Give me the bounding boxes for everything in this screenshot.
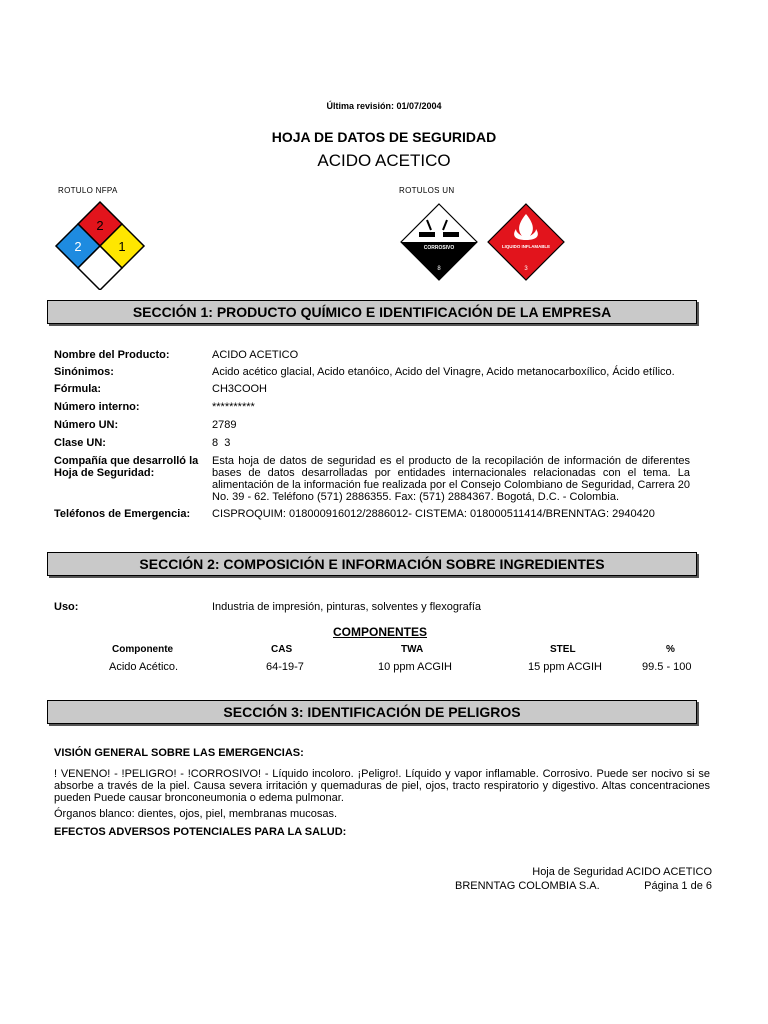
nfpa-label: ROTULO NFPA <box>58 186 118 195</box>
internal-number-label: Número interno: <box>54 401 140 413</box>
column-header-twa: TWA <box>401 644 424 655</box>
component-stel-cell: 15 ppm ACGIH <box>528 661 602 673</box>
components-title: COMPONENTES <box>333 625 428 639</box>
flammable-class: 3 <box>524 266 528 272</box>
formula-value: CH3COOH <box>212 383 268 395</box>
use-label: Uso: <box>54 601 79 613</box>
section-3-header: SECCIÓN 3: IDENTIFICACIÓN DE PELIGROS <box>47 700 697 724</box>
component-name-cell: Acido Acético. <box>109 661 179 673</box>
corrosive-placard-icon <box>399 202 479 282</box>
product-name-value: ACIDO ACETICO <box>212 349 299 361</box>
un-number-label: Número UN: <box>54 419 119 431</box>
nfpa-diamond-icon <box>52 198 148 290</box>
use-value: Industria de impresión, pinturas, solventes y flexografía <box>212 601 482 613</box>
section-1-header: SECCIÓN 1: PRODUCTO QUÍMICO E IDENTIFICACIÓN DE LA EMPRESA <box>47 300 697 324</box>
un-number-value: 2789 <box>212 419 237 431</box>
synonyms-value: Acido acético glacial, Acido etanóico, Acido del Vinagre, Acido metanocarboxílico, Ácido etílico. <box>212 366 675 378</box>
company-value: Esta hoja de datos de seguridad es el producto de la recopilación de información de diferentes bases de datos desarrolladas por entidades internacionales relacionadas con el tema. La alimentación de la información fue realizada por el Consejo Colombiano de Seguridad, Carrera 20 No. 39 - 62. Teléfono (571) 2886355. Fax: (571) 2884367. Bogotá, D.C. - Colombia. <box>212 455 690 503</box>
corrosive-placard-text: CORROSIVO <box>423 245 455 251</box>
footer-company: BRENNTAG COLOMBIA S.A. <box>455 880 600 892</box>
footer-document-title: Hoja de Seguridad ACIDO ACETICO <box>532 866 712 878</box>
emergency-overview-heading: VISIÓN GENERAL SOBRE LAS EMERGENCIAS: <box>54 747 304 759</box>
un-class-label: Clase UN: <box>54 437 106 449</box>
component-twa-cell: 10 ppm ACGIH <box>378 661 452 673</box>
document-type-heading: HOJA DE DATOS DE SEGURIDAD <box>271 129 497 145</box>
nfpa-flammability: 2 <box>96 218 104 233</box>
synonyms-label: Sinónimos: <box>54 366 114 378</box>
flammable-placard-text: LIQUIDO INFLAMABLE <box>501 244 551 249</box>
formula-label: Fórmula: <box>54 383 102 395</box>
column-header-percent: % <box>666 644 675 655</box>
column-header-component: Componente <box>112 644 174 655</box>
flammable-placard-icon <box>486 202 566 282</box>
component-cas-cell: 64-19-7 <box>266 661 304 673</box>
revision-date: Última revisión: 01/07/2004 <box>326 101 442 111</box>
footer-page-number: Página 1 de 6 <box>644 880 712 892</box>
product-title: ACIDO ACETICO <box>317 151 451 170</box>
column-header-cas: CAS <box>271 644 293 655</box>
target-organs-text: Órganos blanco: dientes, ojos, piel, membranas mucosas. <box>54 808 338 820</box>
adverse-effects-heading: EFECTOS ADVERSOS POTENCIALES PARA LA SALUD: <box>54 826 347 838</box>
emergency-phones-label: Teléfonos de Emergencia: <box>54 508 191 520</box>
nfpa-health: 2 <box>74 239 82 254</box>
company-label: Compañía que desarrolló la Hoja de Seguridad: <box>54 455 199 479</box>
column-header-stel: STEL <box>550 644 576 655</box>
un-label: ROTULOS UN <box>399 186 455 195</box>
internal-number-value: ********** <box>212 401 255 413</box>
product-name-label: Nombre del Producto: <box>54 349 170 361</box>
section-2-header: SECCIÓN 2: COMPOSICIÓN E INFORMACIÓN SOBRE INGREDIENTES <box>47 552 697 576</box>
component-percent-cell: 99.5 - 100 <box>642 661 692 673</box>
emergency-overview-text: ! VENENO! - !PELIGRO! - !CORROSIVO! - Líquido incoloro. ¡Peligro!. Líquido y vapor inflamable. Corrosivo. Puede ser nocivo si se absorbe a través de la piel. Causa severa irritación y quemaduras de piel, ojos, tracto respiratorio y digestivo. Altas concentraciones pueden Puede causar bronconeumonia o edema pulmonar. <box>54 768 710 804</box>
nfpa-reactivity: 1 <box>118 239 126 254</box>
corrosive-class: 8 <box>437 266 441 272</box>
un-class-value: 8 3 <box>212 437 231 449</box>
emergency-phones-value: CISPROQUIM: 018000916012/2886012- CISTEMA: 018000511414/BRENNTAG: 2940420 <box>212 508 655 520</box>
